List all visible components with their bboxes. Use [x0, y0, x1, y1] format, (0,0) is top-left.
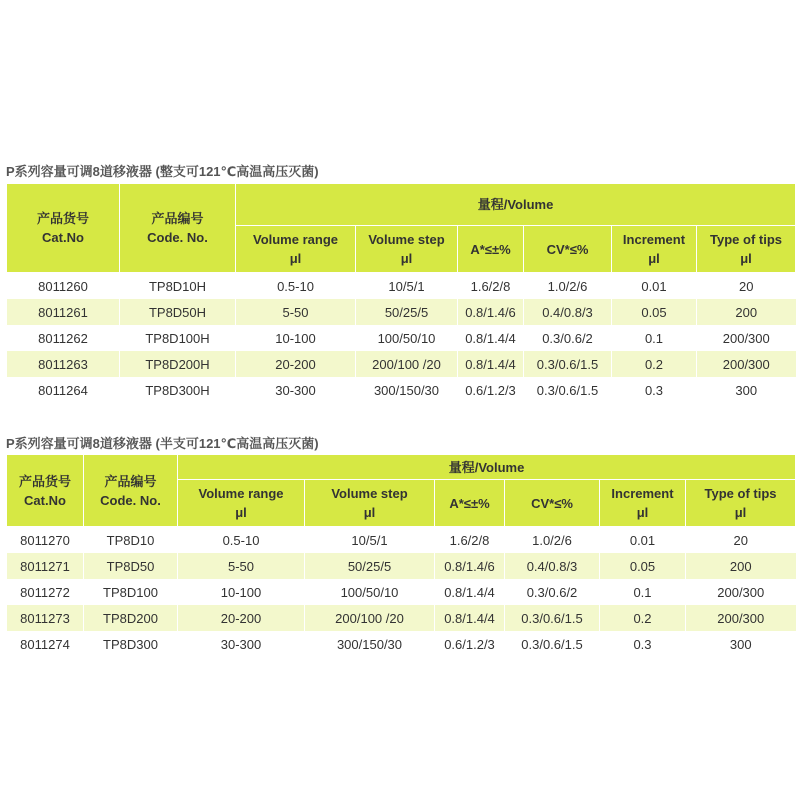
cell-volume-range: 5-50 — [236, 299, 356, 325]
cell-volume-range: 0.5-10 — [178, 527, 305, 554]
cell-cv: 0.3/0.6/1.5 — [524, 377, 612, 403]
cell-accuracy: 1.6/2/8 — [458, 273, 524, 300]
table-title: P系列容量可调8道移液器 (半支可121℃高温高压灭菌) — [6, 436, 319, 451]
cell-volume-step: 50/25/5 — [305, 553, 435, 579]
cell-increment: 0.2 — [612, 351, 697, 377]
cell-code-no: TP8D200H — [120, 351, 236, 377]
cell-increment: 0.3 — [600, 631, 686, 657]
cell-volume-range: 0.5-10 — [236, 273, 356, 300]
table-row — [7, 325, 796, 351]
cell-increment: 0.2 — [600, 605, 686, 631]
cell-cat-no: 8011271 — [7, 553, 84, 579]
cell-code-no: TP8D50H — [120, 299, 236, 325]
cell-accuracy: 0.6/1.2/3 — [435, 631, 505, 657]
header-accuracy: A*≤±% — [435, 480, 505, 527]
cell-volume-step: 200/100 /20 — [356, 351, 458, 377]
cell-cv: 0.3/0.6/2 — [524, 325, 612, 351]
cell-cat-no: 8011264 — [7, 377, 120, 403]
cell-accuracy: 0.8/1.4/6 — [435, 553, 505, 579]
cell-cv: 0.4/0.8/3 — [505, 553, 600, 579]
table-row — [7, 377, 796, 403]
cell-increment: 0.01 — [612, 273, 697, 300]
cell-code-no: TP8D10H — [120, 273, 236, 300]
header-cat-no: 产品货号 Cat.No — [7, 184, 120, 273]
spec-table-full-autoclave — [6, 183, 796, 403]
table-title: P系列容量可调8道移液器 (整支可121℃高温高压灭菌) — [6, 164, 319, 179]
header-accuracy: A*≤±% — [458, 226, 524, 273]
cell-cat-no: 8011270 — [7, 527, 84, 554]
cell-increment: 0.05 — [600, 553, 686, 579]
header-increment: Increment μl — [600, 480, 686, 527]
cell-code-no: TP8D300 — [84, 631, 178, 657]
cell-code-no: TP8D300H — [120, 377, 236, 403]
cell-tip-type: 200/300 — [697, 325, 796, 351]
header-volume-range: Volume range μl — [236, 226, 356, 273]
cell-volume-step: 10/5/1 — [356, 273, 458, 300]
cell-volume-range: 5-50 — [178, 553, 305, 579]
header-volume-group: 量程/Volume — [178, 455, 796, 480]
cell-volume-range: 20-200 — [236, 351, 356, 377]
cell-tip-type: 200/300 — [686, 605, 796, 631]
cell-cat-no: 8011260 — [7, 273, 120, 300]
header-cv: CV*≤% — [505, 480, 600, 527]
cell-accuracy: 0.8/1.4/4 — [458, 325, 524, 351]
cell-cat-no: 8011261 — [7, 299, 120, 325]
cell-accuracy: 0.8/1.4/4 — [458, 351, 524, 377]
cell-increment: 0.3 — [612, 377, 697, 403]
cell-cv: 1.0/2/6 — [505, 527, 600, 554]
header-code-no: 产品编号 Code. No. — [84, 455, 178, 527]
header-cat-no: 产品货号 Cat.No — [7, 455, 84, 527]
cell-increment: 0.1 — [600, 579, 686, 605]
header-increment: Increment μl — [612, 226, 697, 273]
cell-volume-step: 300/150/30 — [305, 631, 435, 657]
header-volume-step: Volume step μl — [356, 226, 458, 273]
cell-cv: 0.3/0.6/1.5 — [505, 631, 600, 657]
cell-volume-range: 30-300 — [236, 377, 356, 403]
cell-cat-no: 8011263 — [7, 351, 120, 377]
cell-cv: 0.4/0.8/3 — [524, 299, 612, 325]
cell-volume-step: 200/100 /20 — [305, 605, 435, 631]
table-row — [7, 605, 796, 631]
spec-table-half-autoclave — [6, 454, 796, 657]
cell-volume-step: 100/50/10 — [305, 579, 435, 605]
cell-tip-type: 300 — [697, 377, 796, 403]
cell-volume-range: 20-200 — [178, 605, 305, 631]
header-volume-step: Volume step μl — [305, 480, 435, 527]
cell-tip-type: 300 — [686, 631, 796, 657]
cell-volume-step: 100/50/10 — [356, 325, 458, 351]
table-row — [7, 527, 796, 554]
header-code-no: 产品编号 Code. No. — [120, 184, 236, 273]
cell-tip-type: 20 — [686, 527, 796, 554]
cell-tip-type: 200/300 — [686, 579, 796, 605]
table-row — [7, 579, 796, 605]
cell-cv: 0.3/0.6/1.5 — [505, 605, 600, 631]
table-row — [7, 631, 796, 657]
cell-accuracy: 1.6/2/8 — [435, 527, 505, 554]
cell-volume-step: 300/150/30 — [356, 377, 458, 403]
cell-code-no: TP8D200 — [84, 605, 178, 631]
table-row — [7, 553, 796, 579]
cell-increment: 0.05 — [612, 299, 697, 325]
cell-volume-range: 10-100 — [178, 579, 305, 605]
cell-volume-range: 10-100 — [236, 325, 356, 351]
cell-increment: 0.01 — [600, 527, 686, 554]
table-row — [7, 273, 796, 300]
cell-tip-type: 20 — [697, 273, 796, 300]
cell-code-no: TP8D100H — [120, 325, 236, 351]
cell-accuracy: 0.8/1.4/6 — [458, 299, 524, 325]
header-tip-type: Type of tips μl — [686, 480, 796, 527]
cell-cv: 0.3/0.6/1.5 — [524, 351, 612, 377]
cell-cat-no: 8011273 — [7, 605, 84, 631]
cell-tip-type: 200 — [697, 299, 796, 325]
cell-tip-type: 200/300 — [697, 351, 796, 377]
cell-cv: 0.3/0.6/2 — [505, 579, 600, 605]
cell-volume-range: 30-300 — [178, 631, 305, 657]
cell-cat-no: 8011272 — [7, 579, 84, 605]
cell-tip-type: 200 — [686, 553, 796, 579]
header-tip-type: Type of tips μl — [697, 226, 796, 273]
cell-accuracy: 0.8/1.4/4 — [435, 605, 505, 631]
cell-increment: 0.1 — [612, 325, 697, 351]
cell-cv: 1.0/2/6 — [524, 273, 612, 300]
cell-accuracy: 0.8/1.4/4 — [435, 579, 505, 605]
cell-volume-step: 50/25/5 — [356, 299, 458, 325]
cell-code-no: TP8D100 — [84, 579, 178, 605]
header-volume-group: 量程/Volume — [236, 184, 796, 226]
header-cv: CV*≤% — [524, 226, 612, 273]
cell-code-no: TP8D10 — [84, 527, 178, 554]
cell-cat-no: 8011262 — [7, 325, 120, 351]
table-row — [7, 299, 796, 325]
cell-cat-no: 8011274 — [7, 631, 84, 657]
header-volume-range: Volume range μl — [178, 480, 305, 527]
cell-accuracy: 0.6/1.2/3 — [458, 377, 524, 403]
cell-code-no: TP8D50 — [84, 553, 178, 579]
table-row — [7, 351, 796, 377]
cell-volume-step: 10/5/1 — [305, 527, 435, 554]
